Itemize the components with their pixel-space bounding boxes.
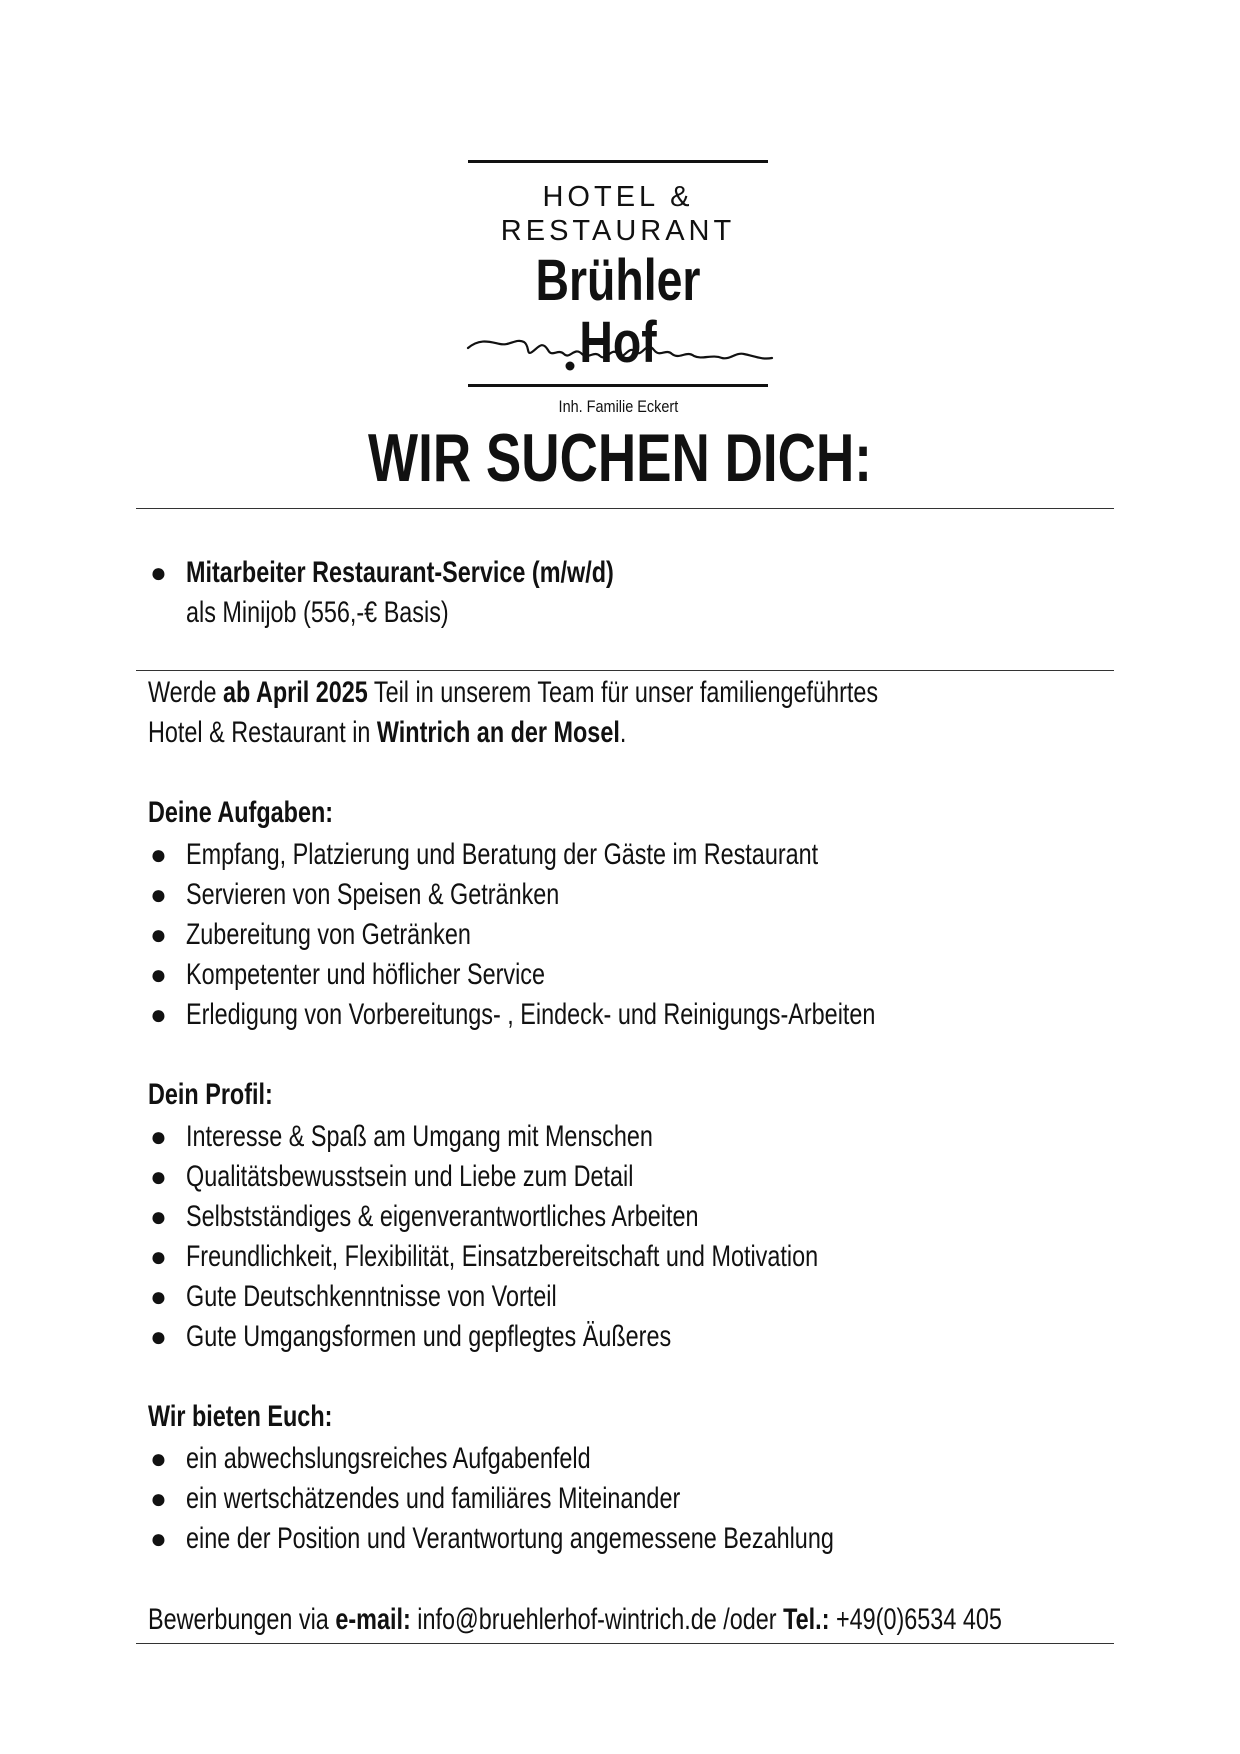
phone-link[interactable]: +49(0)6534 405 xyxy=(829,1603,1002,1636)
page-title-text: WIR SUCHEN DICH: xyxy=(368,420,872,496)
bullet-icon: ● xyxy=(150,959,167,990)
position-title: Mitarbeiter Restaurant-Service (m/w/d) xyxy=(186,556,614,589)
list-item: Empfang, Platzierung und Beratung der Gäste im Restaurant xyxy=(186,838,819,871)
bullet-icon: ● xyxy=(150,1523,167,1554)
bullet-icon: ● xyxy=(150,1241,167,1272)
logo-owner-text: Inh. Familie Eckert xyxy=(558,397,678,416)
bullet-icon: ● xyxy=(150,1281,167,1312)
bullet-icon: ● xyxy=(150,999,167,1030)
logo xyxy=(468,160,768,417)
list-item: Interesse & Spaß am Umgang mit Menschen xyxy=(186,1120,653,1153)
list-item: eine der Position und Verantwortung angemessene Bezahlung xyxy=(186,1522,834,1555)
position-detail: als Minijob (556,-€ Basis) xyxy=(186,596,449,629)
bullet-icon: ● xyxy=(150,1201,167,1232)
list-item: Gute Deutschkenntnisse von Vorteil xyxy=(186,1280,557,1313)
list-item: Kompetenter und höflicher Service xyxy=(186,958,546,991)
logo-owner xyxy=(468,397,768,417)
bullet-icon: ● xyxy=(150,1321,167,1352)
bullet-icon: ● xyxy=(150,839,167,870)
divider-bottom xyxy=(136,1643,1114,1644)
bullet-icon: ● xyxy=(150,1483,167,1514)
page-title xyxy=(0,418,1240,498)
list-item: Gute Umgangsformen und gepflegtes Äußeres xyxy=(186,1320,672,1353)
bullet-icon: ● xyxy=(150,1121,167,1152)
list-item: Freundlichkeit, Flexibilität, Einsatzbereitschaft und Motivation xyxy=(186,1240,819,1273)
logo-name-text: Brühler Hof xyxy=(535,248,701,375)
intro-line-1: Werde ab April 2025 Teil in unserem Team für unser familiengeführtes xyxy=(148,676,879,709)
logo-subtitle-text: HOTEL & RESTAURANT xyxy=(500,181,736,247)
email-link[interactable]: info@bruehlerhof-wintrich.de /oder xyxy=(410,1603,784,1636)
tasks-heading: Deine Aufgaben: xyxy=(148,796,334,829)
bullet-icon: ● xyxy=(150,1161,167,1192)
bullet-icon: ● xyxy=(150,557,167,588)
intro-line-2: Hotel & Restaurant in Wintrich an der Mosel. xyxy=(148,716,627,749)
list-item: Servieren von Speisen & Getränken xyxy=(186,878,560,911)
list-item: Zubereitung von Getränken xyxy=(186,918,471,951)
divider-middle xyxy=(136,670,1114,671)
list-item: Qualitätsbewusstsein und Liebe zum Detail xyxy=(186,1160,634,1193)
bullet-icon: ● xyxy=(150,919,167,950)
contact-line: Bewerbungen via e-mail: info@bruehlerhof-wintrich.de /oder Tel.: +49(0)6534 405 xyxy=(148,1603,1002,1636)
profile-heading: Dein Profil: xyxy=(148,1078,273,1111)
logo-top-rule xyxy=(468,160,768,163)
list-item: ein wertschätzendes und familiäres Miteinander xyxy=(186,1482,681,1515)
bullet-icon: ● xyxy=(150,879,167,910)
list-item: ein abwechslungsreiches Aufgabenfeld xyxy=(186,1442,591,1475)
list-item: Erledigung von Vorbereitungs- , Eindeck- und Reinigungs-Arbeiten xyxy=(186,998,876,1031)
river-scribble-icon xyxy=(466,330,776,378)
list-item: Selbstständiges & eigenverantwortliches Arbeiten xyxy=(186,1200,699,1233)
offer-heading: Wir bieten Euch: xyxy=(148,1400,333,1433)
divider-top xyxy=(136,508,1114,509)
bullet-icon: ● xyxy=(150,1443,167,1474)
logo-bottom-rule xyxy=(468,384,768,387)
logo-subtitle xyxy=(468,180,768,248)
